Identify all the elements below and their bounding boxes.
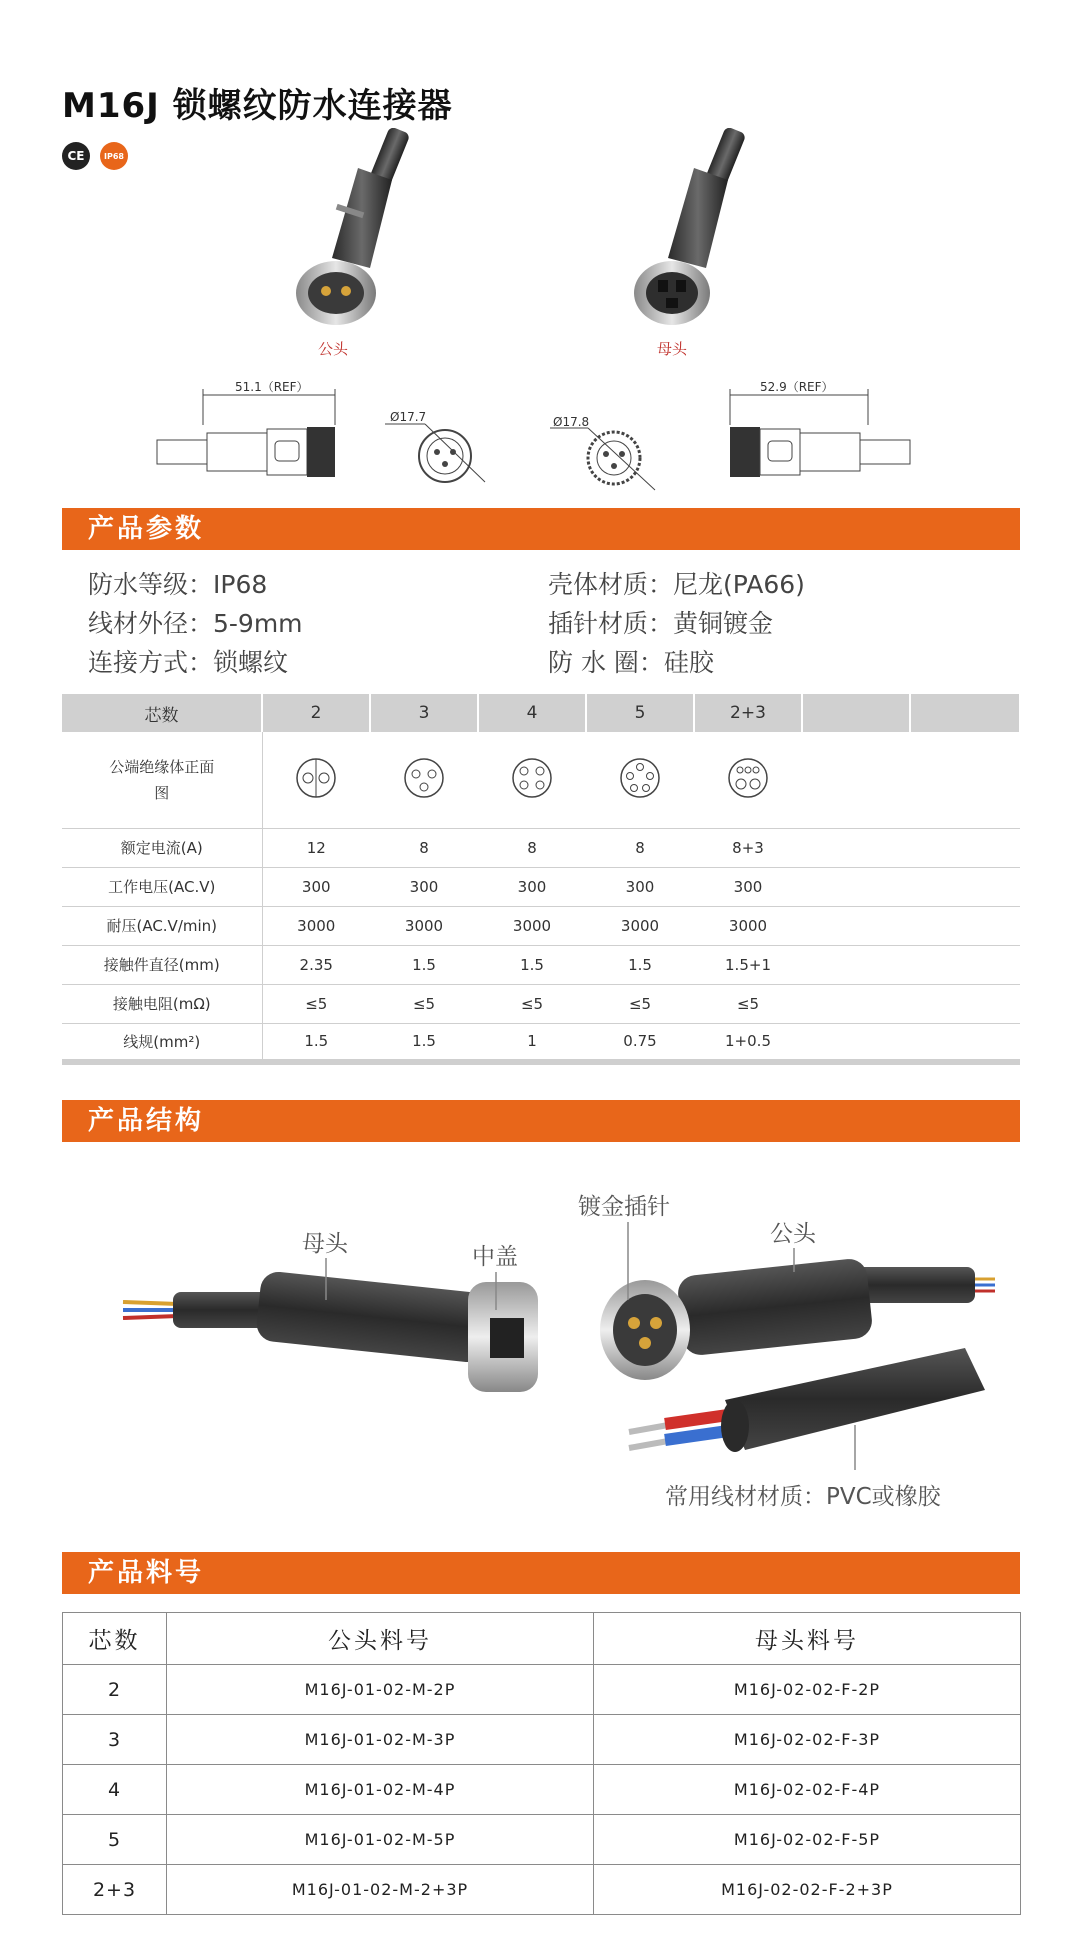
spec-diagram-row — [62, 732, 1020, 828]
structure-label-female: 母头 — [302, 1231, 348, 1257]
spec-cell: 12 — [262, 828, 370, 867]
spec-cell: 3000 — [262, 906, 370, 945]
spec-cell: 300 — [478, 867, 586, 906]
spec-row — [62, 945, 1020, 984]
ce-icon: CE — [62, 142, 90, 170]
spec-cell — [910, 984, 1020, 1023]
spec-cell: 8 — [370, 828, 478, 867]
structure-label-cap: 中盖 — [472, 1244, 518, 1270]
pn-core: 2+3 — [63, 1865, 167, 1915]
pin-diagram-3 — [370, 732, 478, 828]
param-left: 防水等级：IP68 — [88, 570, 268, 599]
spec-row-label: 接触电阻(mΩ) — [62, 984, 262, 1023]
spec-row-label: 额定电流(A) — [62, 828, 262, 867]
pn-female: M16J-02-02-F-5P — [594, 1815, 1021, 1865]
female-connector-image — [610, 128, 760, 333]
pn-core: 4 — [63, 1765, 167, 1815]
spec-cell — [802, 906, 910, 945]
female-length-dimension: 52.9（REF） — [760, 380, 834, 394]
pn-core: 3 — [63, 1715, 167, 1765]
spec-cell — [802, 867, 910, 906]
pn-female: M16J-02-02-F-4P — [594, 1765, 1021, 1815]
spec-cell — [910, 867, 1020, 906]
spec-row-label: 耐压(AC.V/min) — [62, 906, 262, 945]
spec-row — [62, 828, 1020, 867]
param-right: 插针材质：黄铜镀金 — [548, 609, 774, 638]
spec-cell — [802, 984, 910, 1023]
pn-core: 5 — [63, 1815, 167, 1865]
section-params-header: 产品参数 — [62, 508, 1020, 550]
structure-label-male: 公头 — [770, 1221, 816, 1247]
spec-cell: 2.35 — [262, 945, 370, 984]
pin-diagram-2 — [262, 732, 370, 828]
spec-cell: 1 — [478, 1023, 586, 1062]
pn-female: M16J-02-02-F-3P — [594, 1715, 1021, 1765]
spec-cell — [802, 828, 910, 867]
spec-cell: 0.75 — [586, 1023, 694, 1062]
spec-row — [62, 1023, 1020, 1062]
spec-empty-cell — [910, 732, 1020, 828]
structure-label-pins: 镀金插针 — [578, 1194, 670, 1220]
pn-row — [63, 1865, 1021, 1915]
spec-cell: 1.5 — [370, 945, 478, 984]
spec-row-label: 接触件直径(mm) — [62, 945, 262, 984]
pin-diagram-5 — [586, 732, 694, 828]
spec-row-label: 公端绝缘体正面图 — [62, 732, 262, 828]
spec-table — [62, 694, 1021, 1065]
spec-header-cell: 4 — [478, 694, 586, 732]
pn-row — [63, 1665, 1021, 1715]
spec-row — [62, 984, 1020, 1023]
pn-row — [63, 1765, 1021, 1815]
structure-female-image — [118, 1260, 548, 1420]
pn-core: 2 — [63, 1665, 167, 1715]
spec-cell: 300 — [694, 867, 802, 906]
spec-row — [62, 867, 1020, 906]
pn-row — [63, 1715, 1021, 1765]
spec-cell: 300 — [586, 867, 694, 906]
spec-empty-cell — [802, 732, 910, 828]
pn-header-cell: 母头料号 — [594, 1613, 1021, 1665]
pn-male: M16J-01-02-M-2+3P — [167, 1865, 594, 1915]
pn-male: M16J-01-02-M-4P — [167, 1765, 594, 1815]
male-diameter-dimension: Ø17.7 — [390, 410, 427, 424]
female-diameter-dimension: Ø17.8 — [553, 415, 590, 429]
male-connector-image — [270, 128, 420, 333]
spec-header-cell — [802, 694, 910, 732]
spec-cell — [910, 906, 1020, 945]
pn-header-cell: 芯数 — [63, 1613, 167, 1665]
spec-cell: ≤5 — [478, 984, 586, 1023]
param-right: 壳体材质：尼龙(PA66) — [548, 570, 805, 599]
param-left: 连接方式：锁螺纹 — [88, 648, 289, 677]
part-number-table — [62, 1612, 1021, 1915]
spec-header-cell — [910, 694, 1020, 732]
spec-row — [62, 906, 1020, 945]
pn-row — [63, 1815, 1021, 1865]
structure-cable-image — [625, 1340, 995, 1470]
female-label: 母头 — [657, 340, 688, 358]
spec-cell — [910, 945, 1020, 984]
spec-cell: 8 — [478, 828, 586, 867]
pn-male: M16J-01-02-M-3P — [167, 1715, 594, 1765]
spec-row-label: 线规(mm²) — [62, 1023, 262, 1062]
spec-cell: ≤5 — [694, 984, 802, 1023]
spec-cell: 300 — [262, 867, 370, 906]
spec-cell: 3000 — [586, 906, 694, 945]
spec-cell: ≤5 — [370, 984, 478, 1023]
pn-female: M16J-02-02-F-2P — [594, 1665, 1021, 1715]
pin-diagram-4 — [478, 732, 586, 828]
params-list — [88, 565, 1008, 682]
spec-cell: 300 — [370, 867, 478, 906]
spec-cell: 8 — [586, 828, 694, 867]
section-part-numbers-header: 产品料号 — [62, 1552, 1020, 1594]
spec-cell: ≤5 — [262, 984, 370, 1023]
spec-cell: 1.5 — [478, 945, 586, 984]
spec-cell: 1.5 — [262, 1023, 370, 1062]
param-left: 线材外径：5-9mm — [88, 609, 303, 638]
pn-male: M16J-01-02-M-5P — [167, 1815, 594, 1865]
spec-cell: 1+0.5 — [694, 1023, 802, 1062]
spec-cell — [910, 828, 1020, 867]
spec-cell: ≤5 — [586, 984, 694, 1023]
spec-cell: 3000 — [694, 906, 802, 945]
spec-cell: 1.5 — [586, 945, 694, 984]
spec-header-row — [62, 694, 1020, 732]
param-row — [88, 643, 1008, 682]
pn-header-row — [63, 1613, 1021, 1665]
ip68-icon: IP68 — [100, 142, 128, 170]
param-row — [88, 565, 1008, 604]
pin-diagram-2plus3 — [694, 732, 802, 828]
spec-row-label: 工作电压(AC.V) — [62, 867, 262, 906]
spec-header-cell: 5 — [586, 694, 694, 732]
spec-cell — [802, 945, 910, 984]
spec-cell: 1.5 — [370, 1023, 478, 1062]
cert-badges — [62, 142, 128, 170]
spec-cell — [910, 1023, 1020, 1062]
spec-cell: 3000 — [478, 906, 586, 945]
pn-header-cell: 公头料号 — [167, 1613, 594, 1665]
spec-header-cell: 芯数 — [62, 694, 262, 732]
spec-cell: 8+3 — [694, 828, 802, 867]
section-structure-header: 产品结构 — [62, 1100, 1020, 1142]
param-row — [88, 604, 1008, 643]
spec-header-cell: 3 — [370, 694, 478, 732]
male-length-dimension: 51.1（REF） — [235, 380, 309, 394]
page-title: M16J 锁螺纹防水连接器 — [62, 86, 453, 126]
spec-cell: 3000 — [370, 906, 478, 945]
spec-header-cell: 2+3 — [694, 694, 802, 732]
spec-cell — [802, 1023, 910, 1062]
spec-header-cell: 2 — [262, 694, 370, 732]
structure-label-cable: 常用线材材质：PVC或橡胶 — [665, 1484, 941, 1510]
pn-female: M16J-02-02-F-2+3P — [594, 1865, 1021, 1915]
pn-male: M16J-01-02-M-2P — [167, 1665, 594, 1715]
param-right: 防 水 圈：硅胶 — [548, 648, 714, 677]
male-label: 公头 — [318, 340, 349, 358]
spec-cell: 1.5+1 — [694, 945, 802, 984]
